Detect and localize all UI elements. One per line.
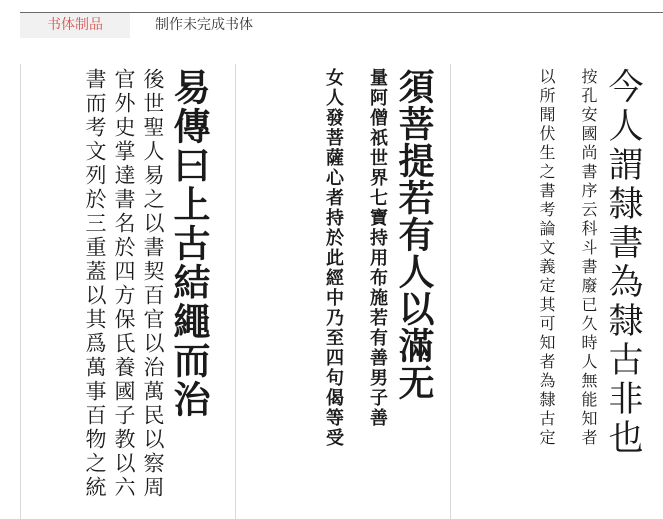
sample-large-text: 須菩提若有人以滿无 [393, 68, 435, 401]
panel-divider [20, 64, 21, 519]
font-sample-kaishu[interactable] [48, 68, 216, 508]
sample-small-text: 量阿僧祇世界七寶持用布施若有善男子善 [367, 68, 388, 428]
font-sample-xingshu[interactable] [260, 68, 440, 508]
tab-finished-fonts[interactable]: 书体制品 [20, 13, 130, 38]
sample-small-text: 女人發菩薩心者持於此經中乃至四句偈等受 [323, 68, 344, 448]
sample-small-text: 以所聞伏生之書考論文義定其可知者為隸古定 [537, 68, 556, 448]
font-samples-area [0, 40, 663, 519]
sample-small-text: 書而考文列於三重蓋以其爲萬事百物之統 [83, 68, 107, 500]
panel-divider [235, 64, 236, 519]
panel-divider [450, 64, 451, 519]
sample-small-text: 官外史掌達書名於四方保氏養國子教以六 [112, 68, 136, 500]
tab-unfinished-fonts[interactable]: 制作未完成书体 [155, 17, 253, 33]
sample-small-text: 後世聖人易之以書契百官以治萬民以察周 [141, 68, 165, 500]
sample-large-text: 易傳曰上古結繩而治 [167, 68, 211, 419]
sample-small-text: 按孔安國尚書序云科斗書廢已久時人無能知者 [579, 68, 598, 448]
tab-bar [0, 0, 663, 40]
sample-large-text: 今人謂隸書為隸古非也 [603, 68, 643, 458]
font-sample-lishu[interactable] [478, 68, 648, 508]
